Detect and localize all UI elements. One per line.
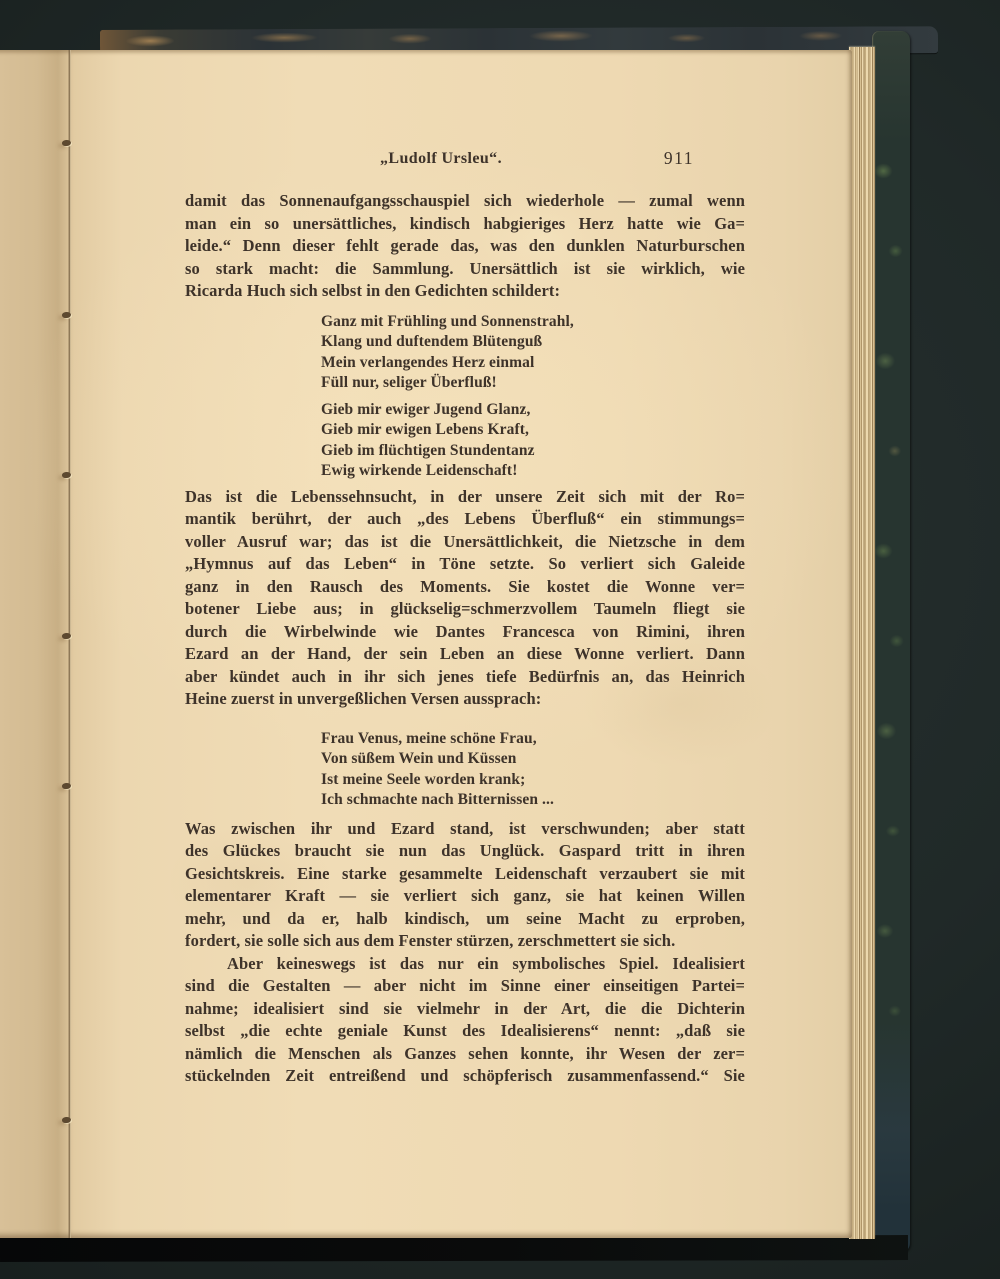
text-line: so stark macht: die Sammlung. Unersättlich ist sie wirklich, wie (185, 258, 745, 278)
text-line: stückelnden Zeit entreißend und schöpferisch zusammenfassend.“ Sie (185, 1066, 745, 1085)
text-line: durch die Wirbelwinde wie Dantes Francesca von Rimini, ihren (185, 621, 745, 641)
text-line: Gieb mir ewiger Jugend Glanz, (321, 400, 531, 418)
text-line: mehr, und da er, halb kindisch, um seine Macht zu erproben, (185, 908, 745, 928)
text-line: botener Liebe aus; in glückselig=schmerzvollem Taumeln fliegt sie (185, 599, 745, 618)
text-line: Ich schmachte nach Bitternissen ... (321, 791, 554, 808)
text-line: „Hymnus auf das Leben“ in Töne setzte. So verliert sich Galeide (185, 554, 745, 573)
text-line: aber kündet auch in ihr sich jenes tiefe Bedürfnis an, das Heinrich (185, 666, 745, 686)
text-line: Ewig wirkende Leidenschaft! (321, 462, 518, 479)
text-line: Gesichtskreis. Eine starke gesammelte Leidenschaft verzaubert sie mit (185, 863, 745, 883)
text-line: Das ist die Lebenssehnsucht, in der unsere Zeit sich mit der Ro= (185, 486, 745, 506)
verse-stanza (185, 729, 745, 811)
body-text (185, 190, 745, 1088)
text-line: des Glückes braucht sie nun das Unglück. Gaspard tritt in ihren (185, 841, 745, 860)
paragraph (185, 818, 745, 953)
text-line: damit das Sonnenaufgangsschauspiel sich wiederhole — zumal wenn (185, 191, 745, 210)
running-header (185, 150, 745, 172)
text-line: Ganz mit Frühling und Sonnenstrahl, (321, 312, 574, 330)
text-line: ganz in den Rausch des Moments. Sie kostet die Wonne ver= (185, 576, 745, 596)
text-line: nämlich die Menschen als Ganzes sehen konnte, ihr Wesen der zer= (185, 1043, 745, 1063)
book-bottom-shadow (0, 1235, 908, 1262)
page-edge-stack (849, 47, 875, 1239)
paragraph (185, 953, 745, 1088)
text-column (185, 150, 745, 1088)
text-line: Mein verlangendes Herz einmal (321, 353, 535, 371)
text-line: voller Ausruf war; das ist die Unersättlichkeit, die Nietzsche in dem (185, 531, 745, 551)
paragraph (185, 486, 745, 711)
text-line: Frau Venus, meine schöne Frau, (321, 729, 537, 747)
text-line: sind die Gestalten — aber nicht im Sinne einer einseitigen Partei= (185, 976, 745, 995)
verse-stanza (185, 400, 745, 482)
text-line: elementarer Kraft — sie verliert sich ganz, sie hat keinen Willen (185, 886, 745, 905)
text-line: Ezard an der Hand, der sein Leben an diese Wonne verliert. Dann (185, 644, 745, 663)
running-header-title: „Ludolf Ursleu“. (380, 150, 502, 167)
text-line: Füll nur, seliger Überfluß! (321, 374, 497, 391)
book-cover-right-edge (872, 31, 910, 1253)
text-line: Ist meine Seele worden krank; (321, 770, 526, 788)
text-line: Ricarda Huch sich selbst in den Gedichten schildert: (185, 281, 561, 300)
text-line: mantik berührt, der auch „des Lebens Überfluß“ ein stimmungs= (185, 509, 745, 528)
binding-fold (68, 50, 71, 1238)
verse-stanza (185, 312, 745, 394)
text-line: nahme; idealisiert sind sie vielmehr in der Art, die die Dichterin (185, 998, 745, 1018)
text-line: Gieb mir ewigen Lebens Kraft, (321, 421, 529, 438)
text-line: Heine zuerst in unvergeßlichen Versen aussprach: (185, 689, 542, 708)
text-line: Gieb im flüchtigen Stundentanz (321, 441, 535, 459)
text-line: Aber keineswegs ist das nur ein symbolisches Spiel. Idealisiert (227, 953, 745, 973)
text-line: selbst „die echte geniale Kunst des Idealisierens“ nennt: „daß sie (185, 1021, 745, 1040)
text-line: fordert, sie solle sich aus dem Fenster stürzen, zerschmettert sie sich. (185, 931, 676, 950)
text-line: Klang und duftendem Blütenguß (321, 333, 543, 350)
text-line: leide.“ Denn dieser fehlt gerade das, was den dunklen Naturburschen (185, 236, 745, 255)
paragraph (185, 190, 745, 303)
book-page (0, 50, 852, 1238)
page-number: 911 (663, 148, 694, 168)
text-line: man ein so unersättliches, kindisch habgieriges Herz hatte wie Ga= (185, 213, 745, 233)
text-line: Was zwischen ihr und Ezard stand, ist verschwunden; aber statt (185, 818, 745, 838)
text-line: Von süßem Wein und Küssen (321, 750, 517, 767)
